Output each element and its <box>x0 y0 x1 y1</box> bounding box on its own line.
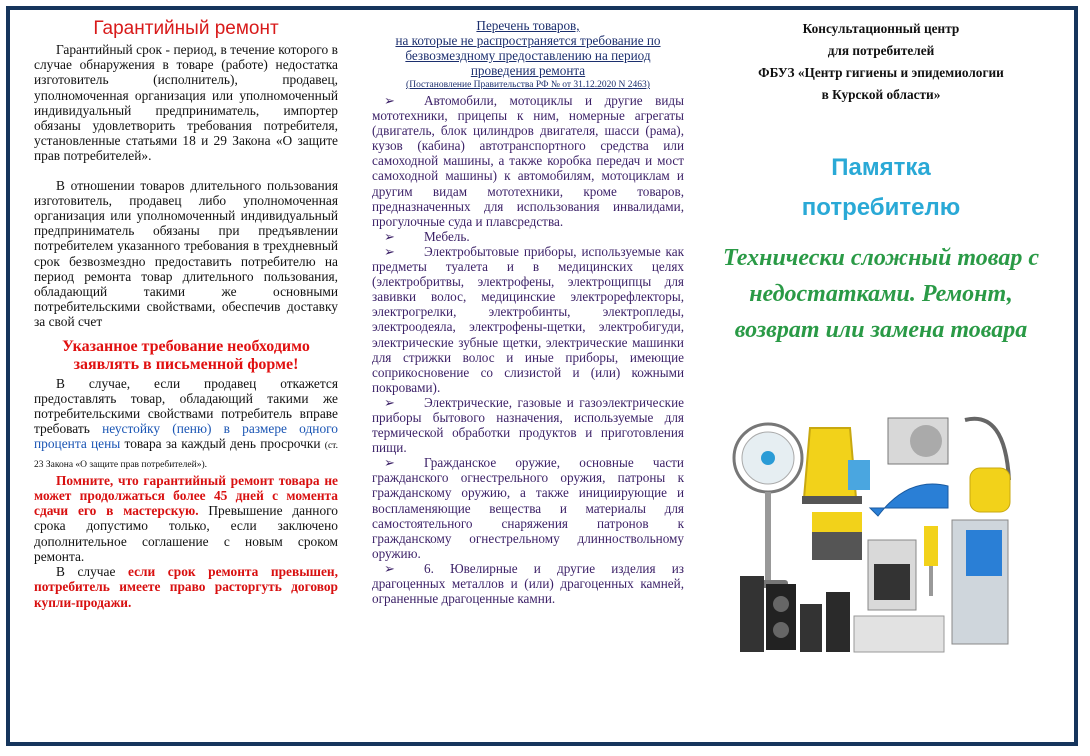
list-item: ➢ Электробытовые приборы, используемые как предметы туалета и в медицинских целях (электробритвы, электрофены, электрощипцы для завивки волос, медицинские электрорефлекторы, электрогрелки, электробинты, электропледы, электроодеяла, электрофены-щетки, электробигуди, электрические зубные щетки, электрические машинки для стрижки волос и иные приборы, имеющие соприкосновение со слизистой и (или) кожными покровами). <box>372 243 684 395</box>
termination-paragraph: В случае если срок ремонта превышен, потребитель имеете право расторгуть договор купли-продажи. <box>34 564 338 610</box>
arrow-bullet-icon: ➢ <box>384 93 396 108</box>
arrow-bullet-icon: ➢ <box>384 228 396 244</box>
goods-list-column <box>372 18 684 606</box>
goods-list-header <box>372 18 684 93</box>
termination-right: если срок ремонта превышен, потребитель имеете право расторгуть договор купли-продажи. <box>34 564 338 610</box>
iron-icon <box>870 484 948 516</box>
goods-list-subtitle: на которые не распространяется требование по безвозмездному предоставлению на период проведения ремонта <box>395 33 661 78</box>
stove-icon <box>868 540 916 610</box>
appliances-illustration <box>730 408 1030 658</box>
memo-title: Памятка потребителю <box>801 154 961 221</box>
durable-goods-paragraph: В отношении товаров длительного пользования изготовитель, продавец либо уполномоченная организация или уполномоченный индивидуальный предприниматель обязаны при предъявлении потребителем указанного требования в трехдневный срок безвозмездно предоставить потребителю на период ремонта товар длительного пользования, обладающий такими же основными потребительскими свойствами, обеспечив доставку за свой счет <box>34 177 338 330</box>
repair-duration-warning: Помните, что гарантийный ремонт товара не может продолжаться более 45 дней с момента сдачи его в мастерскую. <box>34 472 338 519</box>
brochure-subtitle: Технически сложный товар с недостатками. Ремонт, возврат или замена товара <box>722 245 1039 343</box>
fridge-icon <box>952 520 1008 644</box>
penalty-highlight: неустойку (пеню) в размере одного процента цены <box>34 421 338 452</box>
glass-icon <box>848 460 870 490</box>
arrow-bullet-icon: ➢ <box>384 560 396 576</box>
warranty-definition: Гарантийный срок - период, в течение которого в случае обнаружения в товаре (работе) недостатка изготовитель (исполнитель), продавец, уполномоченная организация или уполномоченный индивидуальный предприниматель, импортер обязаны удовлетворить требования потребителя, установленные статьями 18 и 29 Закона «О защите прав потребителей». <box>34 42 338 164</box>
penalty-paragraph: В случае, если продавец откажется предоставлять товар, обладающий такими же потребительскими свойствами потребитель вправе требовать неустойку (пеню) в размере одного процента цены товара за каждый день просрочки (ст. 23 Закона «О защите прав потребителей»). <box>34 375 338 470</box>
list-item: ➢ Гражданское оружие, основные части гражданского огнестрельного оружия, патроны к гражданскому оружию, а также инициирующие и воспламеняющие вещества и материалы для самостоятельного снаряжения патронов к гражданскому огнестрельному длинноствольному оружию. <box>372 455 684 561</box>
goods-list-source: (Постановление Правительства РФ № от 31.12.2020 N 2463) <box>406 80 650 90</box>
organization-name: Консультационный центр для потребителей ФБУЗ «Центр гигиены и эпидемиологии в Курской области» <box>758 21 1004 102</box>
arrow-bullet-icon: ➢ <box>384 394 396 410</box>
fan-icon <box>734 424 802 588</box>
speakers-icon <box>740 576 850 652</box>
repair-duration-paragraph: Помните, что гарантийный ремонт товара не может продолжаться более 45 дней с момента сдачи его в мастерскую. Превышение данного срока допустимо только, если заключено дополнительное соглашение с новым сроком ремонта. <box>34 472 338 564</box>
written-form-warning: Указанное требование необходимо заявлять в письменной форме! <box>62 337 310 373</box>
arrow-bullet-icon: ➢ <box>384 243 396 259</box>
list-item: ➢ Автомобили, мотоциклы и другие виды мототехники, прицепы к ним, номерные агрегаты (двигатель, блок цилиндров двигателя, шасси (рама), кузов (кабина) автотранспортного средства или самоходной машины, а также коробка передач и мост самоходной машины) к автомобилям, мотоциклам и другим видам мототехники, кроме товаров, предназначенных для использования инвалидами, прогулочные суда и плавсредства. <box>372 93 684 229</box>
list-item: ➢ Мебель. <box>384 228 470 244</box>
warranty-column <box>34 18 338 610</box>
warranty-title: Гарантийный ремонт <box>93 18 279 39</box>
cover-column <box>716 18 1046 348</box>
vacuum-icon <box>965 419 1010 512</box>
arrow-bullet-icon: ➢ <box>384 455 396 471</box>
goods-list-title: Перечень товаров, <box>476 18 580 33</box>
washing-machine-icon <box>854 616 944 652</box>
air-conditioner-icon <box>888 418 948 464</box>
blender-icon <box>924 526 938 596</box>
list-item: ➢ 6. Ювелирные и другие изделия из драгоценных металлов и (или) драгоценных камней, ограненные драгоценные камни. <box>372 560 684 607</box>
list-item: ➢ Электрические, газовые и газоэлектрические приборы бытового назначения, используемые для термической обработки продуктов и приготовления пищи. <box>372 394 684 456</box>
coffee-machine-icon <box>812 512 862 560</box>
law-reference: (ст. 23 Закона «О защите прав потребителей»). <box>34 441 338 470</box>
